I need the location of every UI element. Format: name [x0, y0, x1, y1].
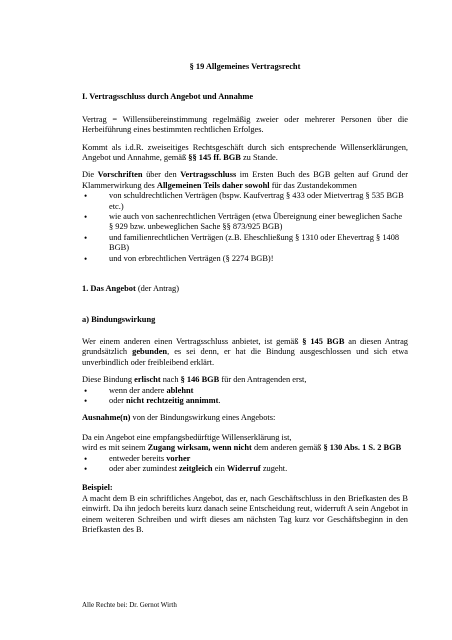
paragraph-rechtsgeschaeft: Kommt als i.d.R. zweiseitiges Rechtsgeschäft durch sich entsprechende Willenserklärungen, Angebot und Annahme, gemäß §§ 145 ff. BGB zu Stande.: [82, 142, 408, 163]
list-item: • und familienrechtlichen Verträgen (z.B. Eheschließung § 1310 oder Ehevertrag § 1408 BGB): [82, 233, 408, 254]
paragraph-ausnahme: Ausnahme(n) von der Bindungswirkung eines Angebots:: [82, 413, 276, 423]
section-heading-angebot: 1. Das Angebot (der Antrag): [82, 284, 180, 294]
list-item: • wie auch von sachenrechtlichen Verträgen (etwa Übereignung einer beweglichen Sache § 929 bzw. unbeweglichen Sache §§ 873/925 BGB): [82, 212, 408, 233]
contract-types-list: [82, 191, 408, 264]
page-footer: Alle Rechte bei: Dr. Gernot Wirth: [82, 601, 177, 609]
paragraph-vorschriften: Die Vorschriften über den Vertragsschluss im Ersten Buch des BGB gelten auf Grund der Klammerwirkung des Allgemeinen Teils daher sowohl für das Zustandekommen: [82, 170, 408, 190]
widerruf-list: [82, 454, 408, 475]
paragraph-erloeschen: Diese Bindung erlischt nach § 146 BGB für den Antragenden erst,: [82, 375, 307, 385]
example-heading: Beispiel:: [82, 483, 113, 493]
paragraph-empfangsbeduerftig: Da ein Angebot eine empfangsbedürftige Willenserklärung ist,: [82, 432, 292, 442]
list-item: • und von erbrechtlichen Verträgen (§ 2274 BGB)!: [82, 254, 408, 264]
paragraph-definition: Vertrag = Willensübereinstimmung regelmäßig zweier oder mehrerer Personen über die Herbeiführung eines bestimmten rechtlichen Erfolges.: [82, 114, 408, 135]
paragraph-bindung: Wer einem anderen einen Vertragsschluss anbietet, ist gemäß § 145 BGB an diesen Antrag grundsätzlich gebunden, es sei denn, er hat die Bindung ausgeschlossen und sich etwa unverbindlich oder freibleibend erklärt.: [82, 336, 408, 367]
list-item: • von schuldrechtlichen Verträgen (bspw. Kaufvertrag § 433 oder Mietvertrag § 535 BGB etc.): [82, 191, 408, 212]
section-heading-vertragsschluss: I. Vertragsschluss durch Angebot und Annahme: [82, 92, 254, 102]
subsection-heading-bindungswirkung: a) Bindungswirkung: [82, 314, 156, 324]
document-body: [82, 62, 408, 535]
list-item: • oder nicht rechtzeitig annimmt.: [82, 396, 408, 406]
list-item: • entweder bereits vorher: [82, 454, 408, 464]
list-item: • wenn der andere ablehnt: [82, 386, 408, 396]
paragraph-zugang: wird es mit seinem Zugang wirksam, wenn nicht dem anderen gemäß § 130 Abs. 1 S. 2 BGB: [82, 443, 402, 453]
example-text: A macht dem B ein schriftliches Angebot, das er, nach Geschäftschluss in den Briefkasten des B einwirft. Da ihn jedoch bereits kurz danach seine Entscheidung reut, widerruft A sein Angebot in einem weiteren Schreiben und wirft dieses am nächsten Tag kurz vor Geschäftsbeginn in den Briefkasten des B.: [82, 493, 408, 534]
list-item: • oder aber zumindest zeitgleich ein Widerruf zugeht.: [82, 464, 408, 474]
erloeschen-list: [82, 386, 408, 407]
page-title: § 19 Allgemeines Vertragsrecht: [189, 62, 301, 71]
